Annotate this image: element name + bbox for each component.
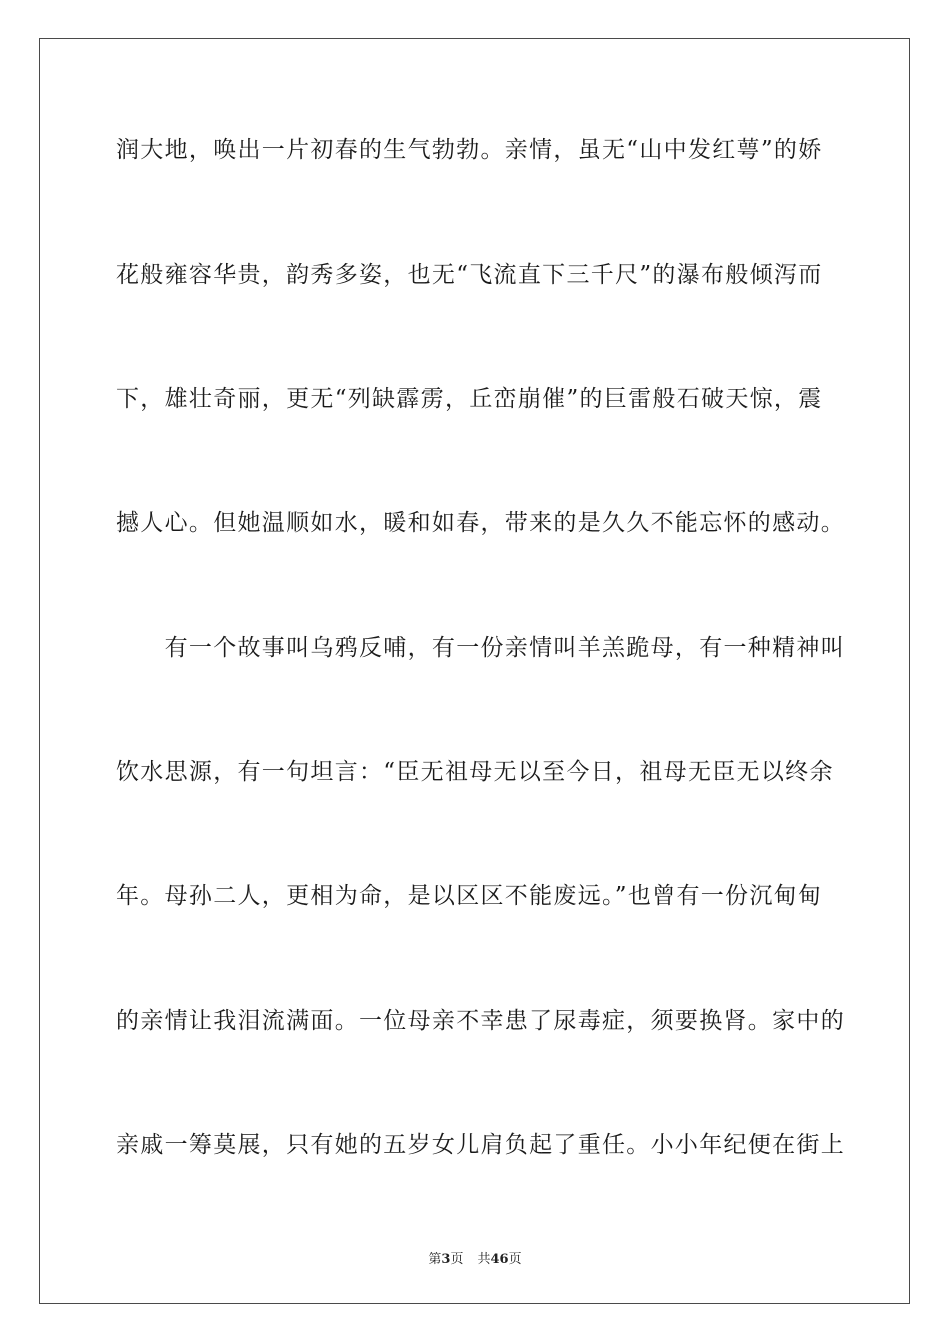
text-line-1: 润大地，唤出一片初春的生气勃勃。亲情，虽无“山中发红萼”的娇 <box>116 137 823 163</box>
page-prefix: 第 <box>428 1252 442 1267</box>
total-prefix: 共 <box>477 1252 491 1267</box>
page-number: 3 <box>441 1252 451 1267</box>
text-line-5: 有一个故事叫乌鸦反哺，有一份亲情叫羊羔跪母，有一种精神叫 <box>116 635 845 661</box>
text-line-7: 年。母孙二人，更相为命，是以区区不能废远。”也曾有一份沉甸甸 <box>116 883 823 909</box>
text-line-2: 花般雍容华贵，韵秀多姿，也无“飞流直下三千尺”的瀑布般倾泻而 <box>116 262 823 288</box>
total-suffix: 页 <box>508 1252 522 1267</box>
total-pages: 46 <box>490 1252 509 1267</box>
text-line-6: 饮水思源，有一句坦言：“臣无祖母无以至今日，祖母无臣无以终余 <box>116 759 834 785</box>
page-footer <box>0 1248 950 1267</box>
page-suffix: 页 <box>450 1252 464 1267</box>
text-line-4: 撼人心。但她温顺如水，暖和如春，带来的是久久不能忘怀的感动。 <box>116 510 845 536</box>
page-border <box>39 38 910 1304</box>
text-line-3: 下，雄壮奇丽，更无“列缺霹雳，丘峦崩催”的巨雷般石破天惊，震 <box>116 386 823 412</box>
text-line-9: 亲戚一筹莫展，只有她的五岁女儿肩负起了重任。小小年纪便在街上 <box>116 1132 845 1158</box>
text-line-8: 的亲情让我泪流满面。一位母亲不幸患了尿毒症，须要换肾。家中的 <box>116 1008 845 1034</box>
